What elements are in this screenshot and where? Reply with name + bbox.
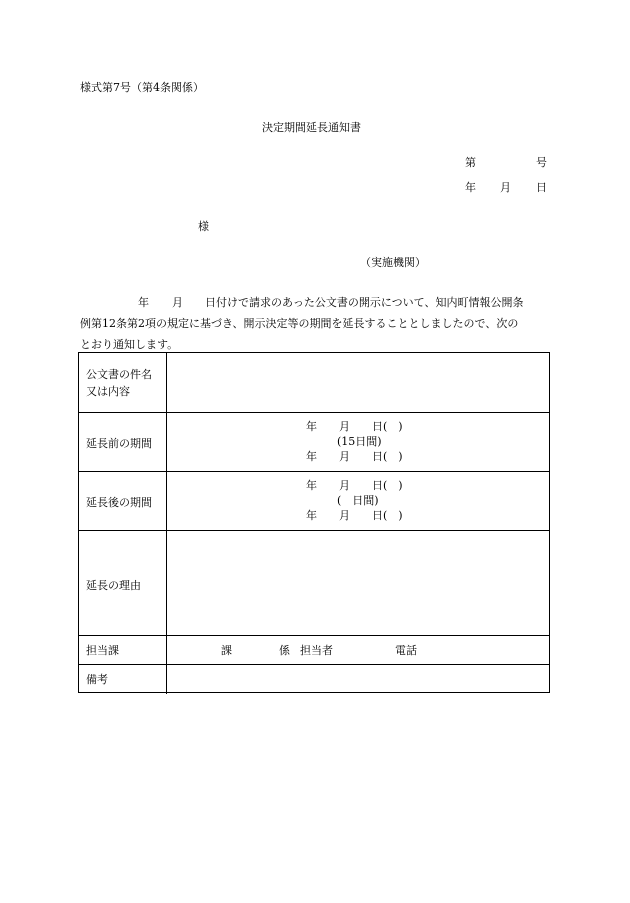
column-divider [166,636,167,664]
after-start-date: 年 月 日( ) [306,479,403,492]
implementing-agency: （実施機関） [360,256,426,269]
date-month: 月 [500,181,511,194]
after-end-date: 年 月 日( ) [306,509,403,522]
document-title: 決定期間延長通知書 [262,121,361,134]
label-remarks: 備考 [86,673,108,686]
body-month: 月 [172,296,183,309]
label-period-after: 延長後の期間 [86,496,152,509]
date-year: 年 [465,181,476,194]
column-divider [166,665,167,694]
contact-person: 担当者 [300,644,333,657]
contact-unit: 係 [279,644,290,657]
before-duration: (15日間) [337,435,382,448]
after-duration: ( 日間) [337,494,379,507]
body-line1: 日付けで請求のあった公文書の開示について、知内町情報公開条 [205,296,524,309]
date-day: 日 [536,181,547,194]
label-period-before: 延長前の期間 [86,437,152,450]
column-divider [166,413,167,471]
row-contact [79,636,549,665]
label-document-name [86,366,152,400]
contact-section: 課 [221,644,232,657]
row-period-before [79,413,549,472]
column-divider [166,472,167,530]
row-remarks [79,665,549,694]
number-suffix: 号 [536,156,547,169]
before-start-date: 年 月 日( ) [306,420,403,433]
row-period-after [79,472,549,531]
form-number: 様式第7号（第4条関係） [80,81,204,94]
notice-table [78,352,550,693]
body-year: 年 [138,296,149,309]
body-line3: とおり通知します。 [80,338,179,351]
label-reason: 延長の理由 [86,579,141,592]
label-contact: 担当課 [86,644,119,657]
label-document-name-line1: 公文書の件名 [86,368,152,381]
label-document-name-line2: 又は内容 [86,385,130,398]
before-end-date: 年 月 日( ) [306,450,403,463]
contact-phone: 電話 [395,644,417,657]
body-line2: 例第12条第2項の規定に基づき、開示決定等の期間を延長することとしましたので、次の [80,317,519,330]
number-prefix: 第 [465,156,476,169]
column-divider [166,531,167,635]
row-reason [79,531,549,636]
column-divider [166,353,167,412]
row-document-name [79,353,549,413]
addressee-honorific: 様 [198,220,209,233]
